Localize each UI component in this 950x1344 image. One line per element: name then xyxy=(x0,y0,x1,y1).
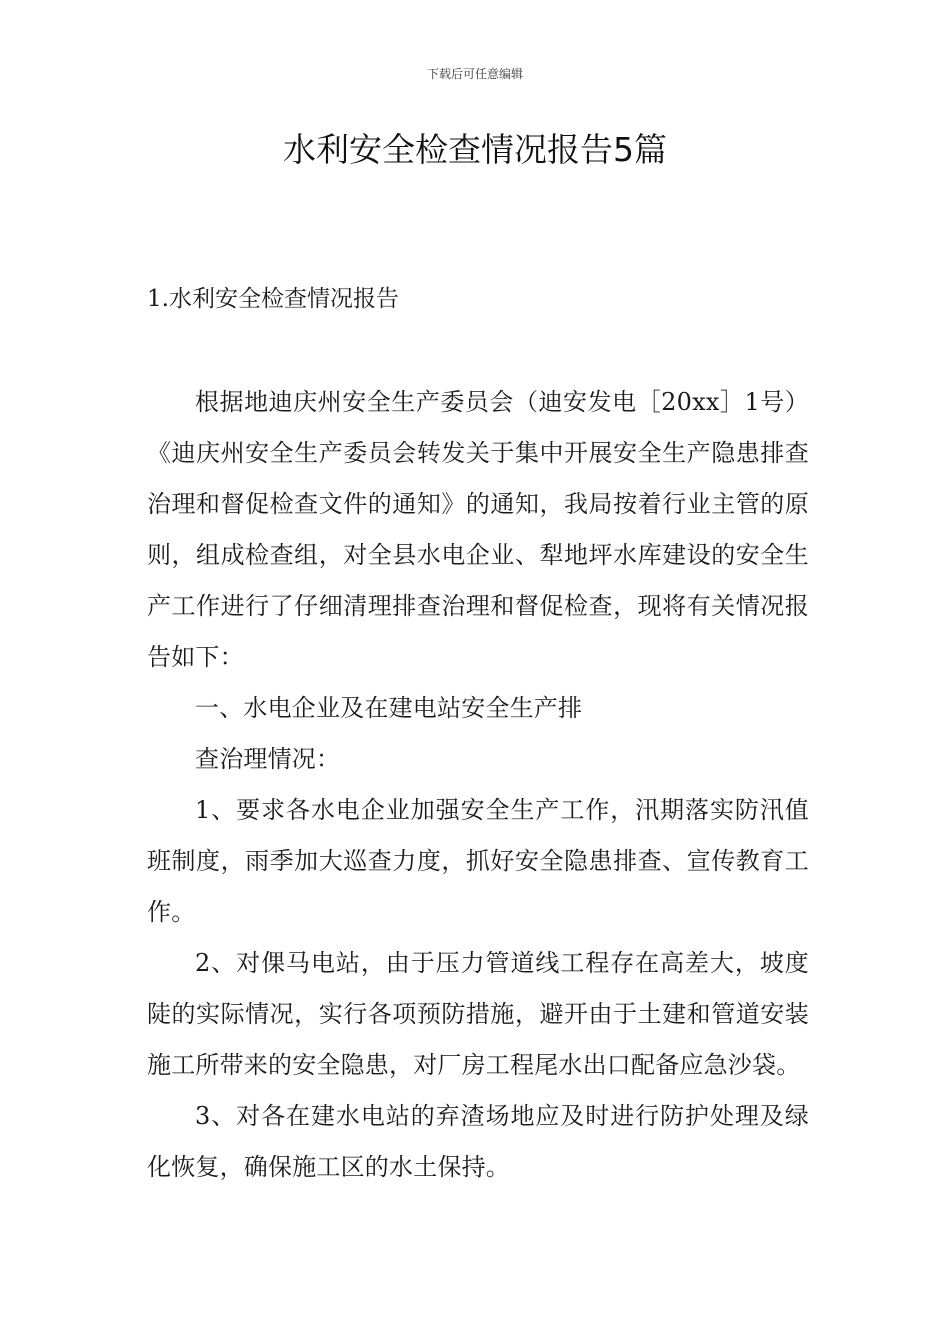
section-heading: 1.水利安全检查情况报告 xyxy=(147,286,399,312)
paragraph-item-3: 3、对各在建水电站的弃渣场地应及时进行防护处理及绿化恢复，确保施工区的水土保持。 xyxy=(147,1102,809,1181)
paragraph-item-1: 1、要求各水电企业加强安全生产工作，汛期落实防汛值班制度，雨季加大巡查力度，抓好安全隐患排查、宣传教育工作。 xyxy=(147,796,809,926)
paragraph-item-2: 2、对倮马电站，由于压力管道线工程存在高差大，坡度陡的实际情况，实行各项预防措施，避开由于土建和管道安装施工所带来的安全隐患，对厂房工程尾水出口配备应急沙袋。 xyxy=(147,949,809,1079)
header-note: 下载后可任意编辑 xyxy=(426,67,523,81)
paragraph-subheading-1: 一、水电企业及在建电站安全生产排 xyxy=(195,694,583,722)
paragraph-subheading-1-cont: 查治理情况： xyxy=(195,745,341,773)
paragraph-intro: 根据地迪庆州安全生产委员会（迪安发电［20xx］1号）《迪庆州安全生产委员会转发关于集中开展安全生产隐患排查治理和督促检查文件的通知》的通知，我局按着行业主管的原则，组成检查组，对全县水电企业、犁地坪水库建设的安全生产工作进行了仔细清理排查治理和督促检查，现将有关情况报告如下： xyxy=(147,388,809,671)
body-text xyxy=(147,377,809,1193)
document-title: 水利安全检查情况报告5篇 xyxy=(283,130,667,169)
